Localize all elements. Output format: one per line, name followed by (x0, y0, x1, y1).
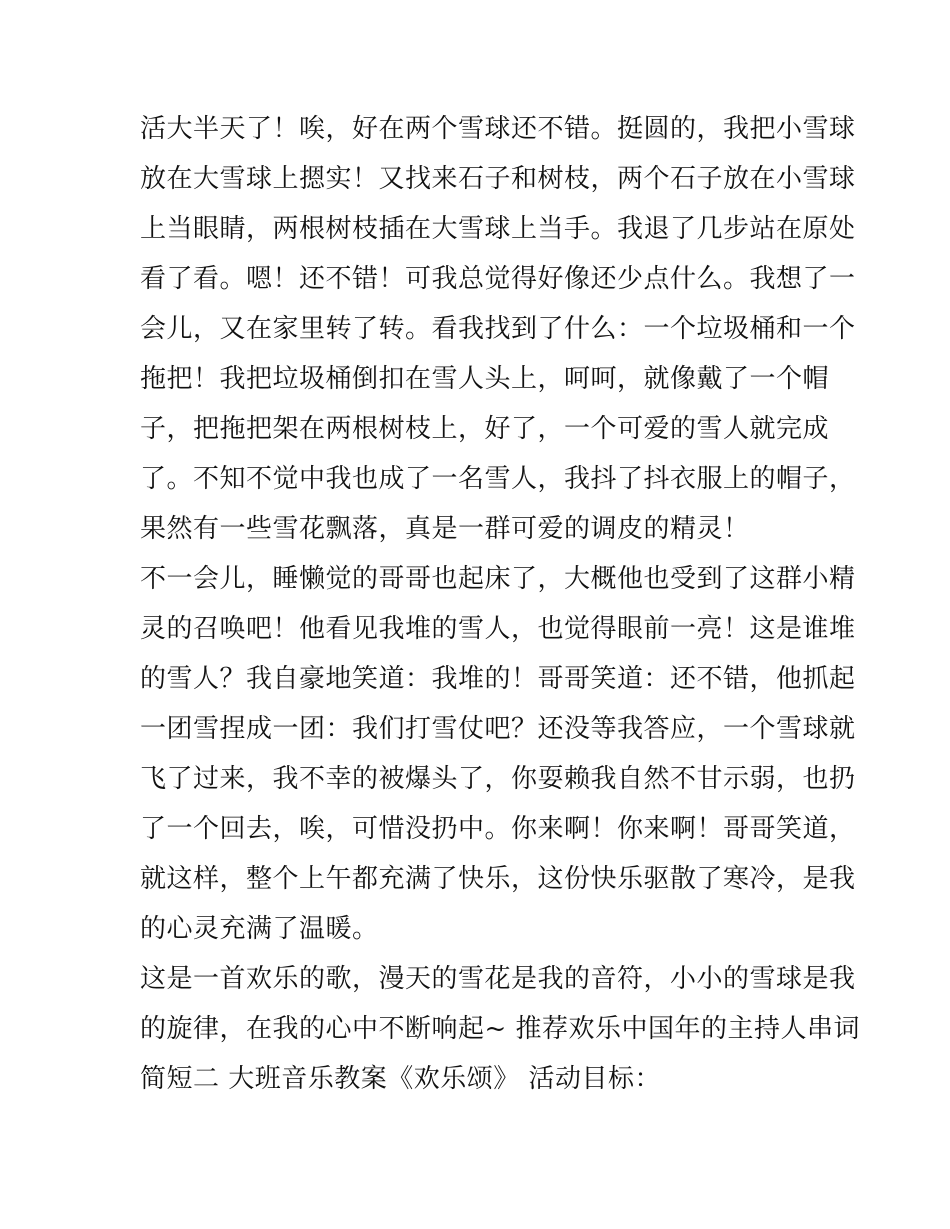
text-line: 简短二 大班音乐教案《欢乐颂》 活动目标： (140, 1064, 662, 1094)
text-line: 了一个回去，唉，可惜没扔中。你来啊！你来啊！哥哥笑道， (140, 814, 856, 844)
text-line: 放在大雪球上摁实！又找来石子和树枝，两个石子放在小雪球 (140, 164, 856, 194)
text-line: 一团雪捏成一团：我们打雪仗吧？还没等我答应，一个雪球就 (140, 714, 856, 744)
text-line: 的雪人？我自豪地笑道：我堆的！哥哥笑道：还不错，他抓起 (140, 664, 856, 694)
text-line: 活大半天了！唉，好在两个雪球还不错。挺圆的，我把小雪球 (140, 114, 856, 144)
text-line: 这是一首欢乐的歌，漫天的雪花是我的音符，小小的雪球是我 (140, 964, 856, 994)
text-line: 子，把拖把架在两根树枝上，好了，一个可爱的雪人就完成 (140, 414, 830, 444)
text-line: 的心灵充满了温暖。 (140, 914, 379, 944)
text-line: 飞了过来，我不幸的被爆头了，你耍赖我自然不甘示弱，也扔 (140, 764, 856, 794)
text-line: 看了看。嗯！还不错！可我总觉得好像还少点什么。我想了一 (140, 264, 856, 294)
text-line: 灵的召唤吧！他看见我堆的雪人，也觉得眼前一亮！这是谁堆 (140, 614, 856, 644)
text-line: 上当眼睛，两根树枝插在大雪球上当手。我退了几步站在原处 (140, 214, 856, 244)
text-line: 果然有一些雪花飘落，真是一群可爱的调皮的精灵！ (140, 514, 750, 544)
body-text (140, 104, 861, 1104)
text-line: 拖把！我把垃圾桶倒扣在雪人头上，呵呵，就像戴了一个帽 (140, 364, 830, 394)
text-line: 会儿，又在家里转了转。看我找到了什么：一个垃圾桶和一个 (140, 314, 856, 344)
text-line: 了。不知不觉中我也成了一名雪人，我抖了抖衣服上的帽子， (140, 464, 856, 494)
text-line: 就这样，整个上午都充满了快乐，这份快乐驱散了寒冷，是我 (140, 864, 856, 894)
text-line: 不一会儿，睡懒觉的哥哥也起床了，大概他也受到了这群小精 (140, 564, 856, 594)
text-line: 的旋律，在我的心中不断响起~ 推荐欢乐中国年的主持人串词 (140, 1014, 861, 1044)
